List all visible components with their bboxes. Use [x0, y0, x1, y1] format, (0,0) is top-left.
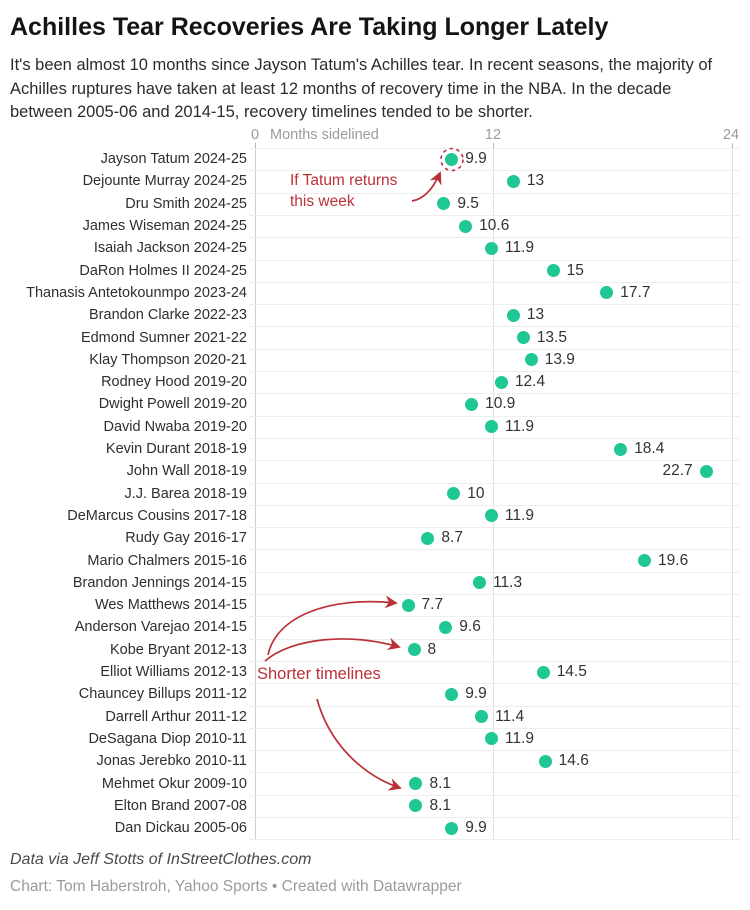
row-gridline	[249, 349, 740, 350]
player-label: Elton Brand 2007-08	[113, 797, 247, 814]
data-point-dot	[421, 532, 434, 545]
data-point-dot	[459, 220, 472, 233]
data-point-dot	[485, 732, 498, 745]
player-label: J.J. Barea 2018-19	[124, 485, 247, 502]
data-point-value: 11.4	[495, 707, 525, 725]
data-point-value: 9.6	[459, 618, 481, 636]
player-label: Chauncey Billups 2011-12	[78, 686, 247, 703]
data-point-value: 9.5	[457, 194, 479, 212]
data-point-dot	[539, 755, 552, 768]
data-point-dot	[445, 688, 458, 701]
player-label: Dwight Powell 2019-20	[98, 396, 247, 413]
data-point-dot	[409, 799, 422, 812]
data-point-value: 10.6	[479, 217, 510, 235]
data-point-dot	[638, 554, 651, 567]
data-point-value: 17.7	[620, 283, 651, 301]
chart-byline: Chart: Tom Haberstroh, Yahoo Sports • Created with Datawrapper	[10, 878, 462, 895]
player-label: Dejounte Murray 2024-25	[82, 173, 247, 190]
player-label: Isaiah Jackson 2024-25	[93, 240, 247, 257]
data-point-dot	[465, 398, 478, 411]
player-label: Darrell Arthur 2011-12	[105, 708, 247, 725]
data-point-value: 13	[526, 306, 545, 324]
player-label: Brandon Clarke 2022-23	[89, 307, 247, 324]
player-label: DeMarcus Cousins 2017-18	[67, 507, 247, 524]
player-label: Dan Dickau 2005-06	[114, 820, 247, 837]
data-point-value: 11.9	[505, 729, 535, 747]
row-gridline	[249, 817, 740, 818]
row-gridline	[249, 438, 740, 439]
player-label: Brandon Jennings 2014-15	[72, 574, 247, 591]
wes-matthews-arrow	[268, 602, 396, 655]
data-point-dot	[437, 197, 450, 210]
data-point-value: 8.1	[429, 796, 452, 814]
player-label: Mario Chalmers 2015-16	[87, 552, 247, 569]
data-point-value: 7.7	[421, 596, 444, 614]
data-point-value: 9.9	[465, 685, 487, 703]
player-label: Jonas Jerebko 2010-11	[96, 753, 247, 770]
data-point-value: 10	[467, 484, 485, 502]
data-point-value: 22.7	[662, 462, 693, 480]
data-point-value: 19.6	[658, 551, 689, 569]
data-point-value: 8.1	[429, 774, 452, 792]
vertical-gridline	[732, 148, 733, 839]
data-point-value: 14.5	[556, 663, 587, 681]
vertical-gridline	[255, 148, 256, 839]
row-gridline	[249, 839, 740, 840]
data-point-dot	[525, 353, 538, 366]
kobe-bryant-arrow	[265, 639, 399, 661]
row-gridline	[249, 527, 740, 528]
player-label: Wes Matthews 2014-15	[94, 597, 247, 614]
data-point-dot	[409, 777, 422, 790]
data-point-value: 13.9	[544, 350, 575, 368]
data-point-dot	[700, 465, 713, 478]
row-gridline	[249, 148, 740, 149]
data-point-value: 9.9	[465, 819, 487, 837]
chart-description: It's been almost 10 months since Jayson Tatum's Achilles tear. In recent seasons, the majority of Achilles ruptures have taken at least 12 months of recovery time in the NBA. In the decade between 2005-06 and 2014-15, recovery timelines tended to be shorter.	[10, 56, 713, 121]
player-label: Thanasis Antetokounmpo 2023-24	[26, 284, 247, 301]
data-point-value: 13	[526, 172, 545, 190]
axis-tick-label-24: 24	[722, 127, 740, 143]
axis-tick-label-0: 0	[250, 127, 260, 143]
mehmet-okur-arrow	[317, 699, 400, 788]
data-point-dot	[439, 621, 452, 634]
data-point-dot	[537, 666, 550, 679]
data-point-value: 13.5	[536, 328, 567, 346]
player-label: Rodney Hood 2019-20	[101, 374, 247, 391]
data-point-value: 18.4	[634, 440, 665, 458]
row-gridline	[249, 795, 740, 796]
row-gridline	[249, 237, 740, 238]
player-label: Mehmet Okur 2009-10	[101, 775, 247, 792]
data-point-dot	[507, 309, 520, 322]
player-label: David Nwaba 2019-20	[103, 418, 247, 435]
row-gridline	[249, 594, 740, 595]
data-point-dot	[408, 643, 421, 656]
data-point-value: 8	[427, 640, 437, 658]
data-point-value: 9.9	[465, 150, 487, 168]
row-gridline	[249, 750, 740, 751]
row-gridline	[249, 282, 740, 283]
row-gridline	[249, 371, 740, 372]
data-point-dot	[600, 286, 613, 299]
player-label: DeSagana Diop 2010-11	[88, 730, 247, 747]
data-point-dot	[445, 153, 458, 166]
data-point-dot	[517, 331, 530, 344]
player-label: Anderson Varejao 2014-15	[74, 619, 247, 636]
data-point-dot	[473, 576, 486, 589]
row-gridline	[249, 728, 740, 729]
tatum-arrow	[412, 173, 440, 201]
data-point-value: 10.9	[485, 395, 516, 413]
row-gridline	[249, 483, 740, 484]
data-point-value: 11.3	[493, 573, 523, 591]
row-gridline	[249, 772, 740, 773]
data-point-value: 11.9	[505, 506, 535, 524]
row-gridline	[249, 505, 740, 506]
axis-title: Months sidelined	[270, 127, 379, 143]
data-point-value: 11.9	[505, 417, 535, 435]
data-point-dot	[614, 443, 627, 456]
player-label: Klay Thompson 2020-21	[89, 351, 247, 368]
data-point-dot	[507, 175, 520, 188]
data-source-credit: Data via Jeff Stotts of InStreetClothes.com	[10, 851, 312, 868]
row-gridline	[249, 260, 740, 261]
player-label: Kobe Bryant 2012-13	[109, 641, 247, 658]
player-label: DaRon Holmes II 2024-25	[79, 262, 247, 279]
row-gridline	[249, 416, 740, 417]
player-label: Dru Smith 2024-25	[125, 195, 247, 212]
data-point-dot	[445, 822, 458, 835]
data-point-value: 11.9	[505, 239, 535, 257]
player-label: Rudy Gay 2016-17	[125, 530, 247, 547]
player-label: Edmond Sumner 2021-22	[80, 329, 247, 346]
data-point-dot	[485, 420, 498, 433]
row-gridline	[249, 616, 740, 617]
tatum-annotation: If Tatum returns this week	[290, 172, 398, 210]
player-label: Elliot Williams 2012-13	[100, 664, 247, 681]
data-point-value: 15	[566, 261, 584, 279]
player-label: Kevin Durant 2018-19	[105, 441, 247, 458]
data-point-value: 8.7	[441, 529, 463, 547]
row-gridline	[249, 304, 740, 305]
data-point-dot	[547, 264, 560, 277]
player-label: Jayson Tatum 2024-25	[100, 151, 247, 168]
axis-tick-label-12: 12	[484, 127, 502, 143]
data-point-dot	[475, 710, 488, 723]
data-point-dot	[402, 599, 415, 612]
data-point-dot	[447, 487, 460, 500]
chart-title: Achilles Tear Recoveries Are Taking Longer Lately	[10, 13, 609, 41]
row-gridline	[249, 639, 740, 640]
data-point-dot	[485, 242, 498, 255]
player-label: James Wiseman 2024-25	[82, 218, 247, 235]
shorter-timelines-annotation: Shorter timelines	[257, 665, 381, 683]
row-gridline	[249, 661, 740, 662]
row-gridline	[249, 326, 740, 327]
data-point-value: 14.6	[558, 752, 589, 770]
data-point-dot	[495, 376, 508, 389]
player-label: John Wall 2018-19	[126, 463, 247, 480]
data-point-dot	[485, 509, 498, 522]
data-point-value: 12.4	[514, 373, 546, 391]
